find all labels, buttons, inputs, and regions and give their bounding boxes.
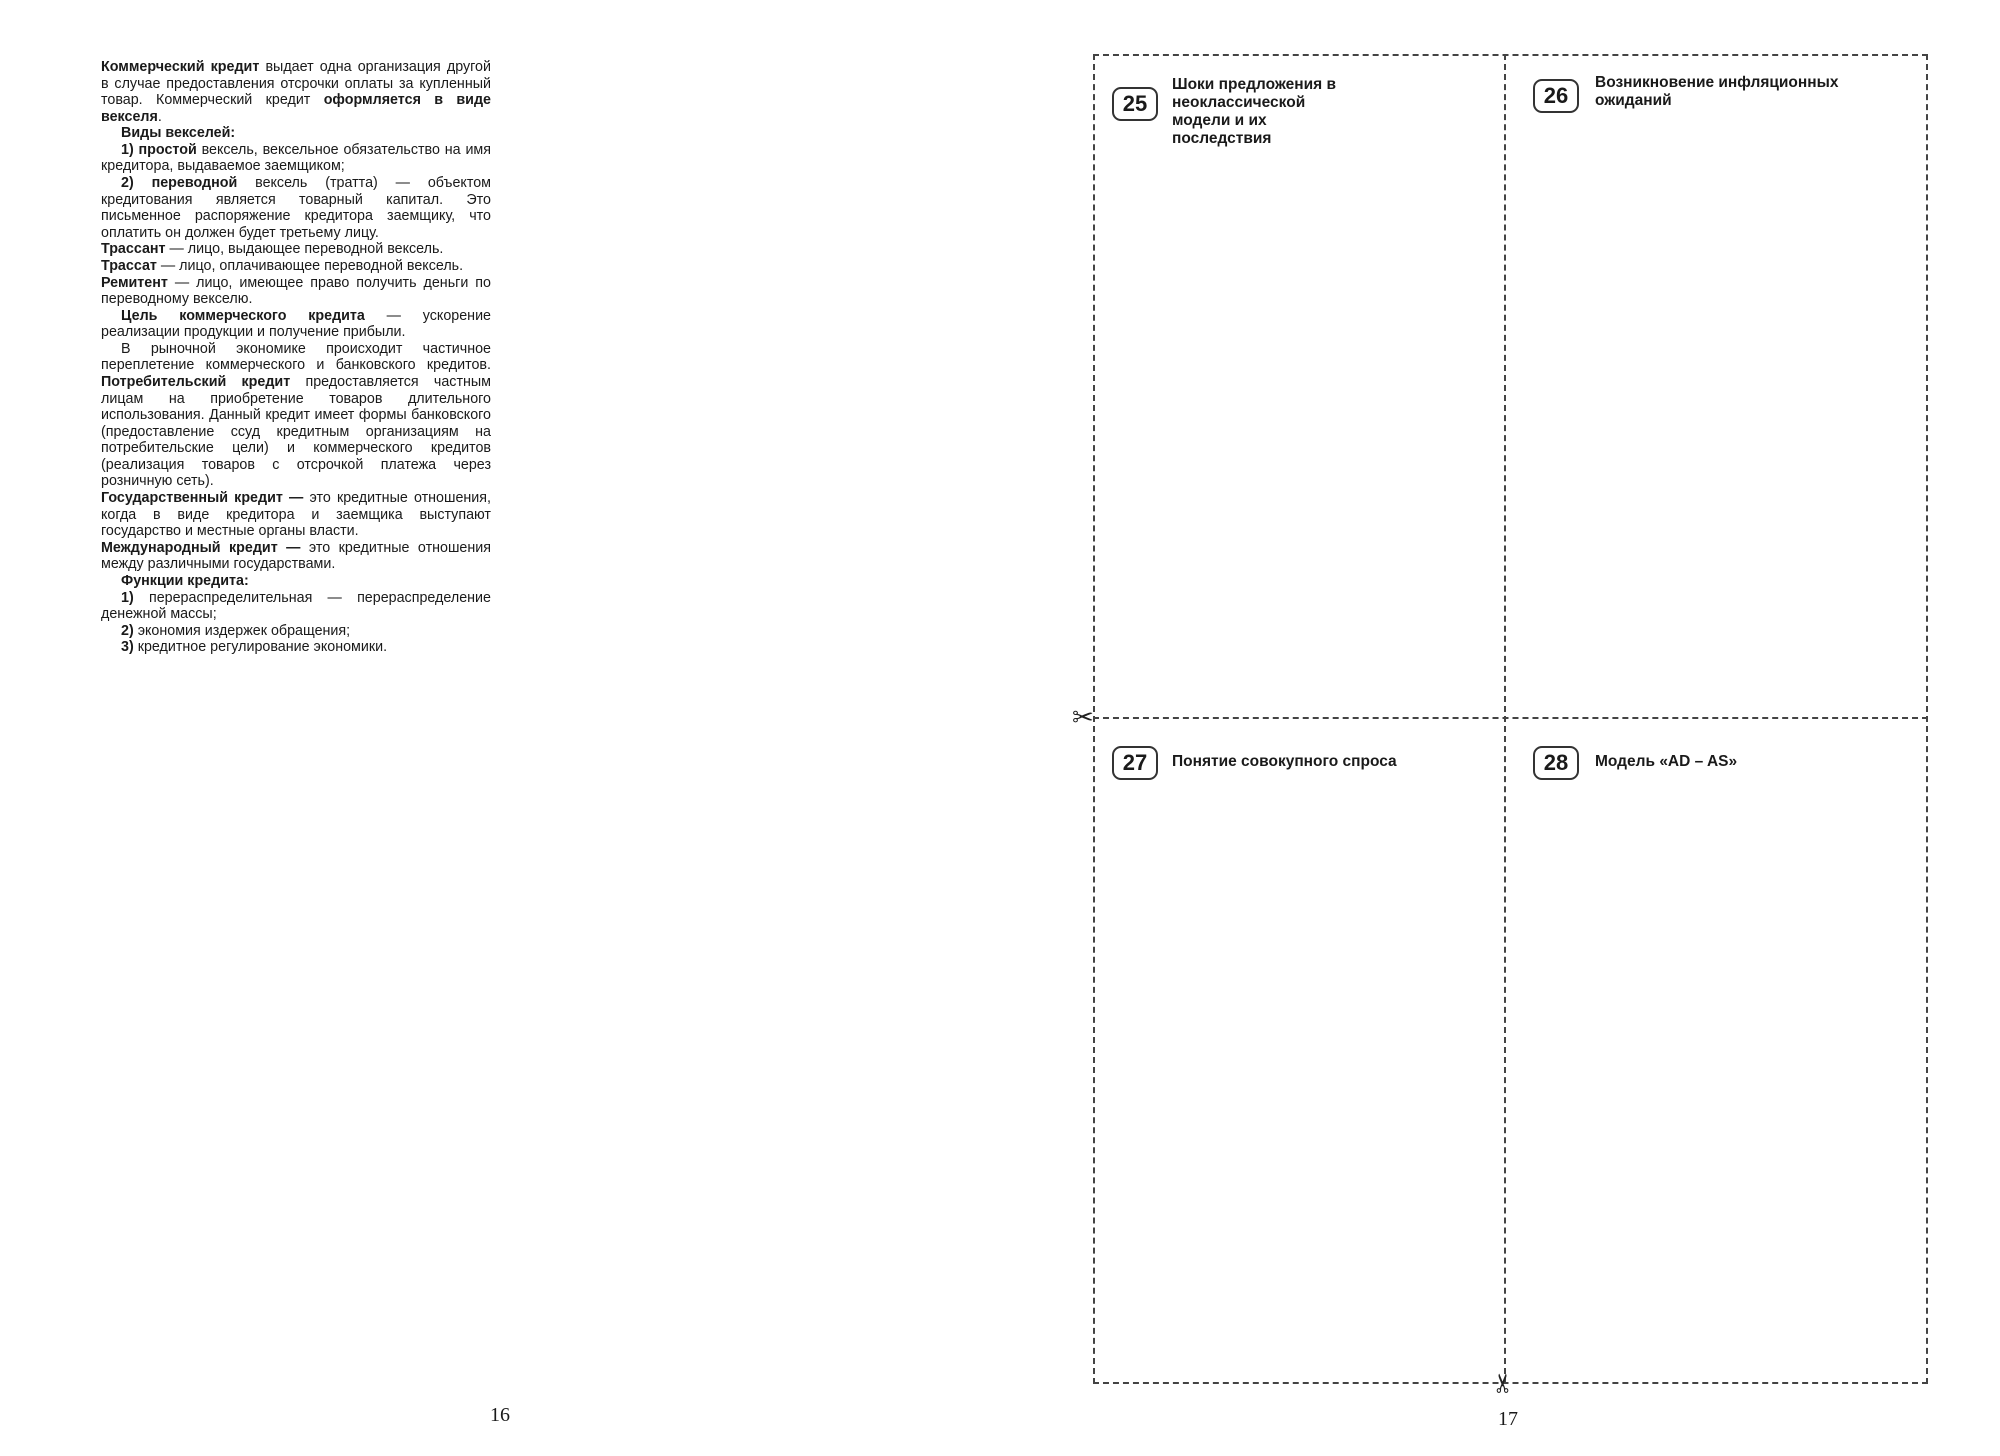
scissors-icon: ✂: [1072, 702, 1094, 732]
page-number-right: 17: [1498, 1408, 1518, 1430]
cut-frame: [1093, 54, 1928, 1384]
cut-line-horizontal: [1093, 717, 1928, 719]
paragraph: Функции кредита:: [121, 572, 249, 589]
scissors-icon: ✂: [1487, 1372, 1518, 1394]
paragraph: В рыночной экономике происходит частичное переплетение коммерческого и банковского кредитов. Потребительский кредит предоставляется частным лицам на приобретение товаров длительного использования. Данный кредит имеет формы банковского (предоставление ссуд кредитным организациям на потребительские цели) и коммерческого кредитов (реализация товаров с отсрочкой платежа через розничную сеть).: [101, 340, 491, 490]
paragraph: 1) перераспределительная — перераспределение денежной массы;: [101, 589, 491, 623]
paragraph: Ремитент — лицо, имеющее право получить деньги по переводному векселю.: [101, 274, 491, 308]
paragraph: Виды векселей:: [121, 125, 236, 142]
card-title-26: Возникновение инфляционных ожиданий: [1595, 74, 1839, 110]
paragraph: Коммерческий кредит выдает одна организация другой в случае предоставления отсрочки оплаты за купленный товар. Коммерческий кредит оформляется в виде векселя.: [101, 59, 491, 125]
card-number-28: 28: [1533, 746, 1579, 780]
paragraph: Трассант — лицо, выдающее переводной вексель.: [101, 241, 444, 258]
paragraph: 2) переводной вексель (тратта) — объектом кредитования является товарный капитал. Это письменное распоряжение кредитора заемщику, что оплатить он должен будет третьему лицу.: [101, 175, 491, 241]
paragraph: 2) экономия издержек обращения;: [121, 622, 351, 639]
paragraph: Цель коммерческого кредита — ускорение реализации продукции и получение прибыли.: [101, 307, 492, 341]
card-number-26: 26: [1533, 79, 1579, 113]
left-column-1-top: [101, 59, 491, 656]
card-title-27: Понятие совокупного спроса: [1172, 753, 1397, 770]
paragraph: 3) кредитное регулирование экономики.: [121, 639, 388, 656]
paragraph: Международный кредит — это кредитные отношения между различными государствами.: [101, 539, 492, 573]
page-number-left: 16: [490, 1404, 510, 1426]
card-number-27: 27: [1112, 746, 1158, 780]
card-title-28: Модель «AD – AS»: [1595, 753, 1738, 770]
cut-line-vertical: [1504, 54, 1506, 1384]
paragraph: Трассат — лицо, оплачивающее переводной вексель.: [101, 257, 464, 274]
paragraph: Государственный кредит — это кредитные отношения, когда в виде кредитора и заемщика выступают государство и местные органы власти.: [101, 490, 491, 540]
card-number-25: 25: [1112, 87, 1158, 121]
card-title-25: Шоки предложения в неоклассической модели и их последствия: [1172, 76, 1337, 148]
paragraph: 1) простой вексель, вексельное обязательство на имя кредитора, выдаваемое заемщиком;: [101, 141, 491, 175]
